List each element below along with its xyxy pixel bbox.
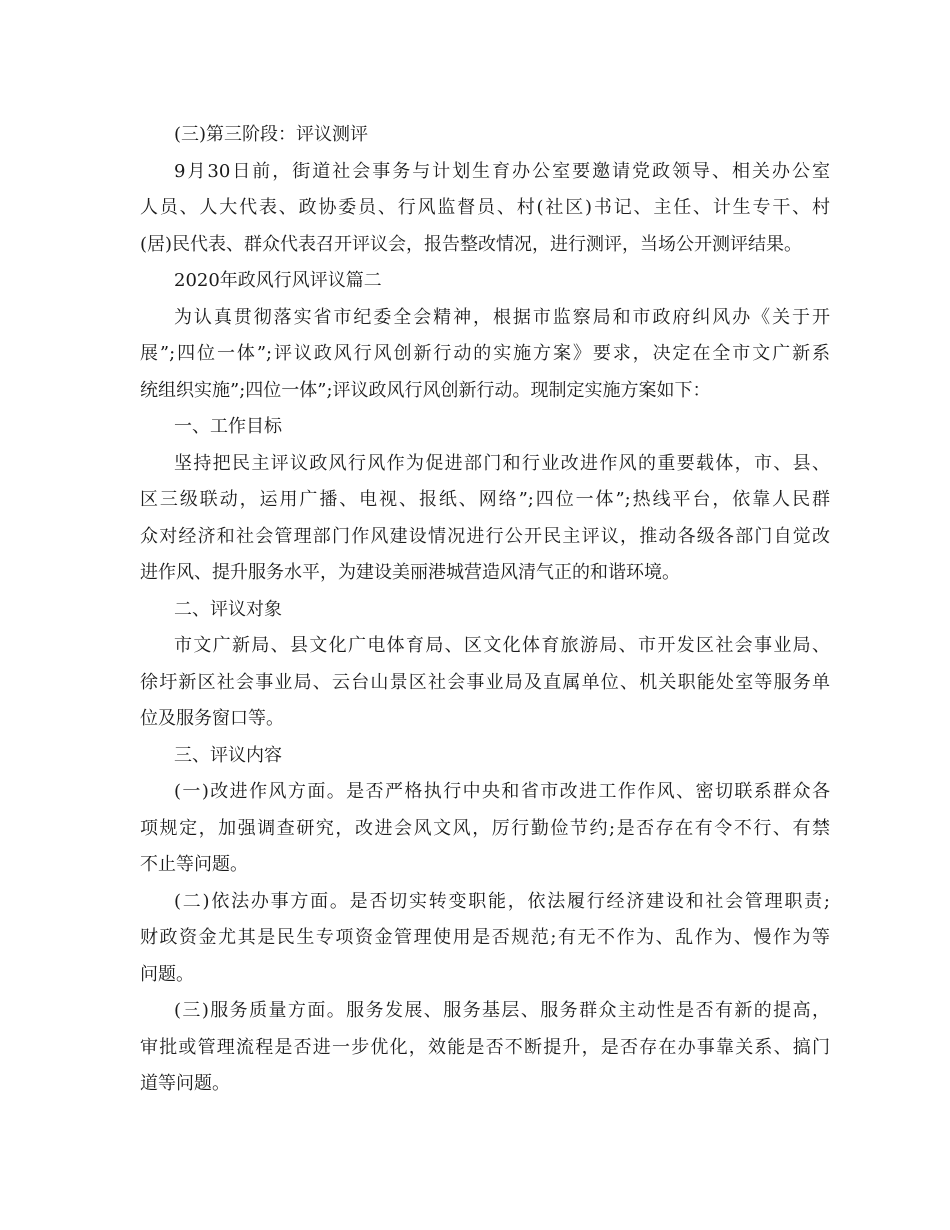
paragraph-line: (居)民代表、群众代表召开评议会，报告整改情况，进行测评，当场公开测评结果。 bbox=[140, 233, 803, 255]
paragraph-line: 道等问题。 bbox=[140, 1073, 230, 1094]
paragraph-line: (二)依法办事方面。是否切实转变职能，依法履行经济建设和社会管理职责; bbox=[174, 890, 830, 912]
paragraph-line: (一)改进作风方面。是否严格执行中央和省市改进工作作风、密切联系群众各 bbox=[174, 781, 830, 802]
paragraph-line: 审批或管理流程是否进一步优化，效能是否不断提升，是否存在办事靠关系、搞门 bbox=[140, 1036, 830, 1058]
paragraph-line: 项规定，加强调查研究，改进会风文风，厉行勤俭节约;是否存在有令不行、有禁 bbox=[140, 817, 830, 839]
section-heading-phase-three: (三)第三阶段：评议测评 bbox=[174, 124, 369, 145]
paragraph-line: 为认真贯彻落实省市纪委全会精神，根据市监察局和市政府纠风办《关于开 bbox=[174, 306, 830, 328]
paragraph-line: (三)服务质量方面。服务发展、服务基层、服务群众主动性是否有新的提高， bbox=[174, 1000, 830, 1021]
paragraph-line: 问题。 bbox=[140, 963, 194, 985]
section-heading-review-content: 三、评议内容 bbox=[174, 744, 282, 766]
paragraph-line: 坚持把民主评议政风行风作为促进部门和行业改进作风的重要载体，市、县、 bbox=[174, 452, 830, 474]
paragraph-line: 市文广新局、县文化广电体育局、区文化体育旅游局、市开发区社会事业局、 bbox=[174, 635, 830, 656]
paragraph-line: 徐圩新区社会事业局、云台山景区社会事业局及直属单位、机关职能处室等服务单 bbox=[140, 671, 830, 693]
section-heading-work-goals: 一、工作目标 bbox=[174, 416, 282, 437]
paragraph-line: 财政资金尤其是民生专项资金管理使用是否规范;有无不作为、乱作为、慢作为等 bbox=[140, 927, 830, 948]
paragraph-line: 区三级联动，运用广播、电视、报纸、网络”;四位一体”;热线平台，依靠人民群 bbox=[140, 489, 830, 510]
paragraph-line: 统组织实施”;四位一体”;评议政风行风创新行动。现制定实施方案如下： bbox=[140, 379, 711, 401]
paragraph-line: 展”;四位一体”;评议政风行风创新行动的实施方案》要求，决定在全市文广新系 bbox=[140, 343, 830, 364]
paragraph-line: 人员、人大代表、政协委员、行风监督员、村(社区)书记、主任、计生专干、村 bbox=[140, 197, 830, 218]
paragraph-line: 进作风、提升服务水平，为建设美丽港城营造风清气正的和谐环境。 bbox=[140, 562, 680, 583]
article-title-part-two: 2020年政风行风评议篇二 bbox=[174, 270, 382, 291]
paragraph-line: 位及服务窗口等。 bbox=[140, 708, 284, 729]
paragraph-line: 不止等问题。 bbox=[140, 854, 248, 875]
document-body bbox=[140, 117, 830, 1103]
paragraph-line: 众对经济和社会管理部门作风建设情况进行公开民主评议，推动各级各部门自觉改 bbox=[140, 525, 830, 547]
paragraph-line: 9月30日前，街道社会事务与计划生育办公室要邀请党政领导、相关办公室 bbox=[174, 160, 830, 182]
section-heading-review-targets: 二、评议对象 bbox=[174, 598, 282, 620]
